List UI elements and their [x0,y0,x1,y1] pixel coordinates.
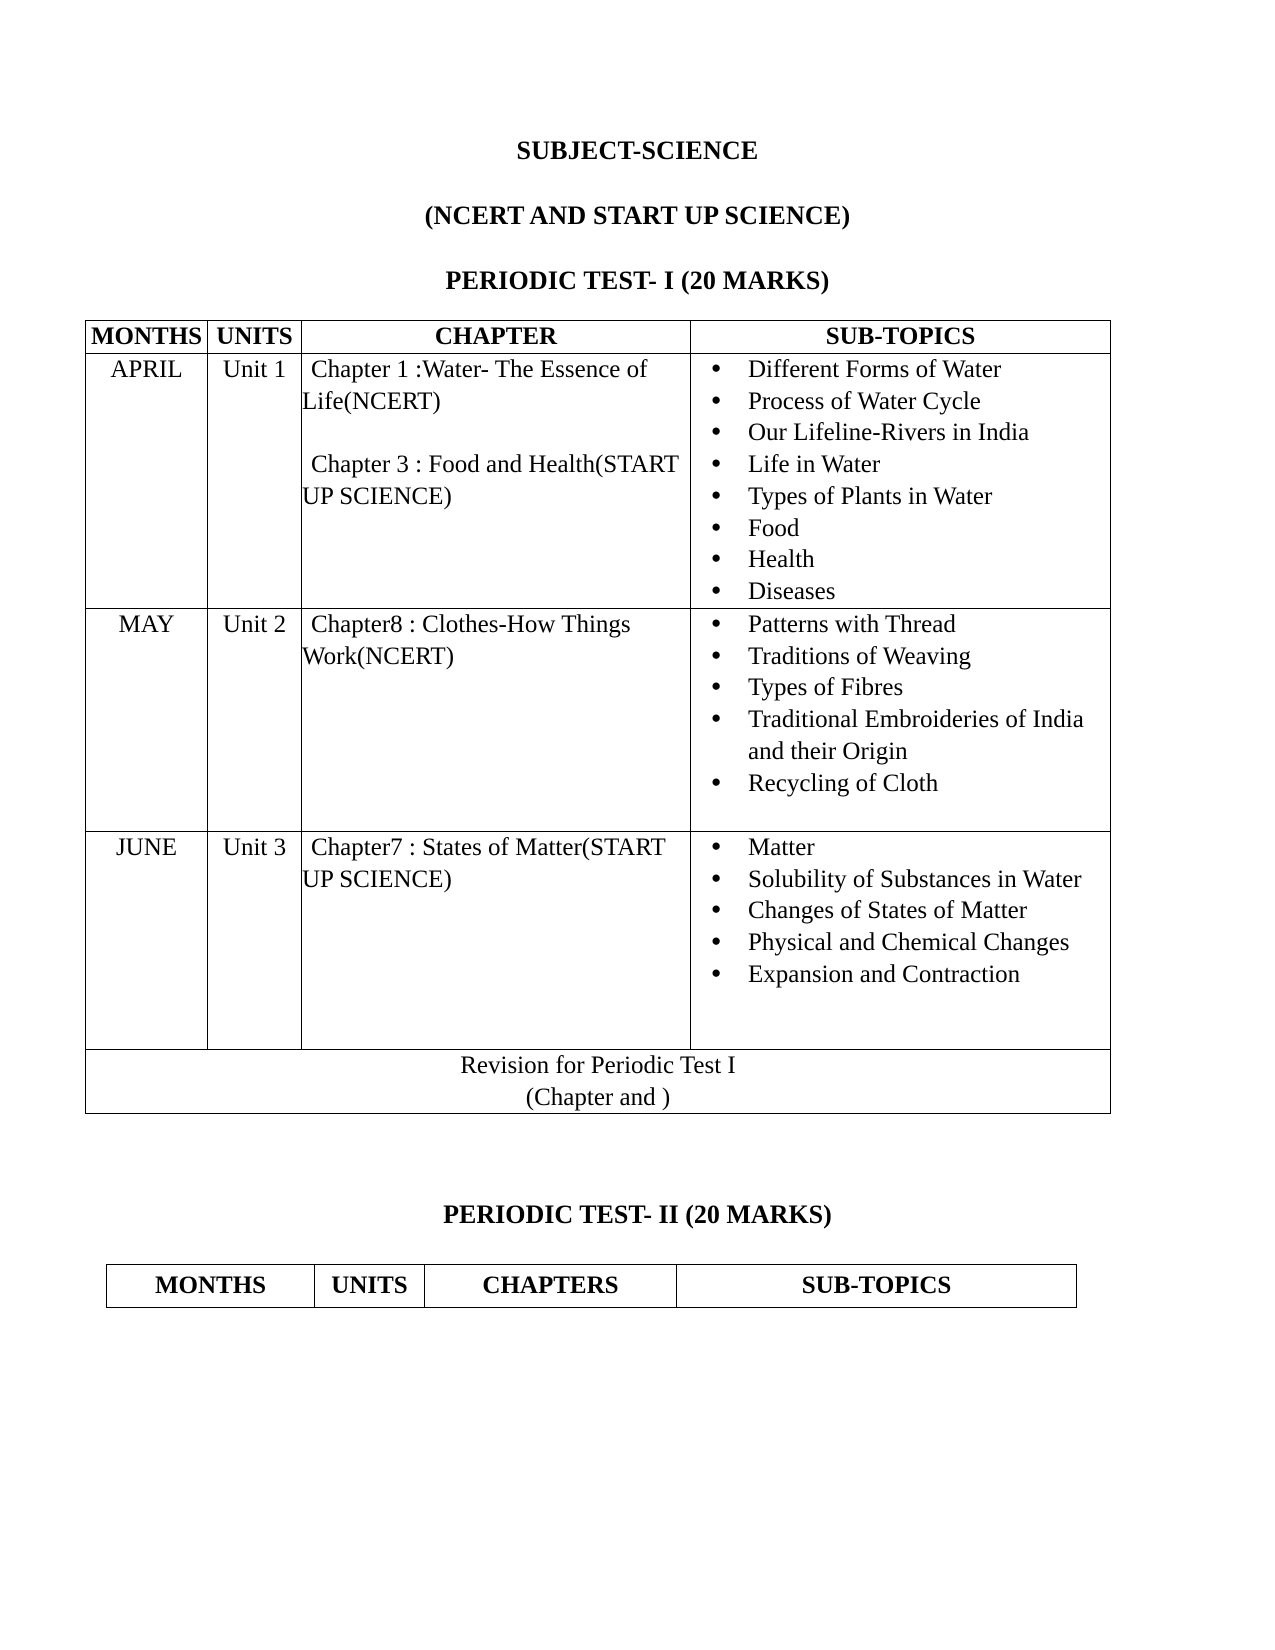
heading-periodic-test-1: PERIODIC TEST- I (20 MARKS) [445,266,830,295]
cell-subtopics [691,831,1111,1049]
periodic-test-1-table [85,320,1111,1114]
cell-revision [86,1049,1111,1114]
column-header-units: UNITS [315,1265,425,1308]
column-header-units: UNITS [208,321,302,354]
heading-periodic-test-2: PERIODIC TEST- II (20 MARKS) [443,1200,832,1230]
list-item: ● Our Lifeline-Rivers in India [701,417,1110,449]
cell-chapter [302,831,691,1049]
periodic-test-2-table [106,1264,1077,1308]
list-item: ● Health [701,544,1110,576]
column-header-chapters: CHAPTERS [425,1265,677,1308]
cell-unit: Unit 1 [208,353,302,608]
list-item: ● Traditional Embroideries of India and their Origin [701,704,1110,768]
list-item: ● Types of Fibres [701,672,1110,704]
list-item: ● Physical and Chemical Changes [701,927,1110,959]
list-item: ● Solubility of Substances in Water [701,864,1110,896]
list-item: ● Patterns with Thread [701,609,1110,641]
column-header-chapter: CHAPTER [302,321,691,354]
list-item: ● Expansion and Contraction [701,959,1110,991]
list-item: ● Recycling of Cloth [701,768,1110,800]
chapter-spacer [302,417,690,449]
subtopic-list [691,354,1110,608]
table-header-row [86,321,1111,354]
chapter-entry: Chapter 3 : Food and Health(START UP SCIENCE) [302,451,679,510]
cell-month: JUNE [86,831,208,1049]
heading-subject: SUBJECT-SCIENCE [516,136,759,165]
cell-subtopics [691,353,1111,608]
cell-unit: Unit 2 [208,608,302,831]
column-header-months: MONTHS [107,1265,315,1308]
list-item: ● Changes of States of Matter [701,895,1110,927]
periodic-test-2-table-container [0,1264,1275,1308]
list-item: ● Food [701,513,1110,545]
chapter-entry: Chapter7 : States of Matter(START UP SCIENCE) [302,833,666,893]
periodic-test-1-table-container [0,320,1275,1114]
cell-month: APRIL [86,353,208,608]
heading-books: (NCERT AND START UP SCIENCE) [424,201,851,230]
list-item: ● Different Forms of Water [701,354,1110,386]
cell-chapter [302,608,691,831]
revision-line-1: Revision for Periodic Test I [460,1051,736,1079]
cell-month: MAY [86,608,208,831]
cell-subtopics [691,608,1111,831]
column-header-subtopics: SUB-TOPICS [677,1265,1077,1308]
table-row [86,608,1111,831]
list-item: ● Process of Water Cycle [701,386,1110,418]
chapter-entry: Chapter 1 :Water- The Essence of Life(NCERT) [302,355,648,415]
list-item: ● Diseases [701,576,1110,608]
subtopic-list [691,832,1110,991]
list-item: ● Traditions of Weaving [701,641,1110,673]
table-row [86,831,1111,1049]
column-header-subtopics: SUB-TOPICS [691,321,1111,354]
table-header-row [107,1265,1077,1308]
table-row-revision [86,1049,1111,1114]
document-heading-block [0,0,1275,294]
cell-chapter [302,353,691,608]
cell-unit: Unit 3 [208,831,302,1049]
chapter-entry: Chapter8 : Clothes-How Things Work(NCERT) [302,610,631,670]
list-item: ● Matter [701,832,1110,864]
revision-line-2: (Chapter and ) [525,1083,671,1111]
subtopic-list [691,609,1110,800]
column-header-months: MONTHS [86,321,208,354]
list-item: ● Life in Water [701,449,1110,481]
table-row [86,353,1111,608]
list-item: ● Types of Plants in Water [701,481,1110,513]
